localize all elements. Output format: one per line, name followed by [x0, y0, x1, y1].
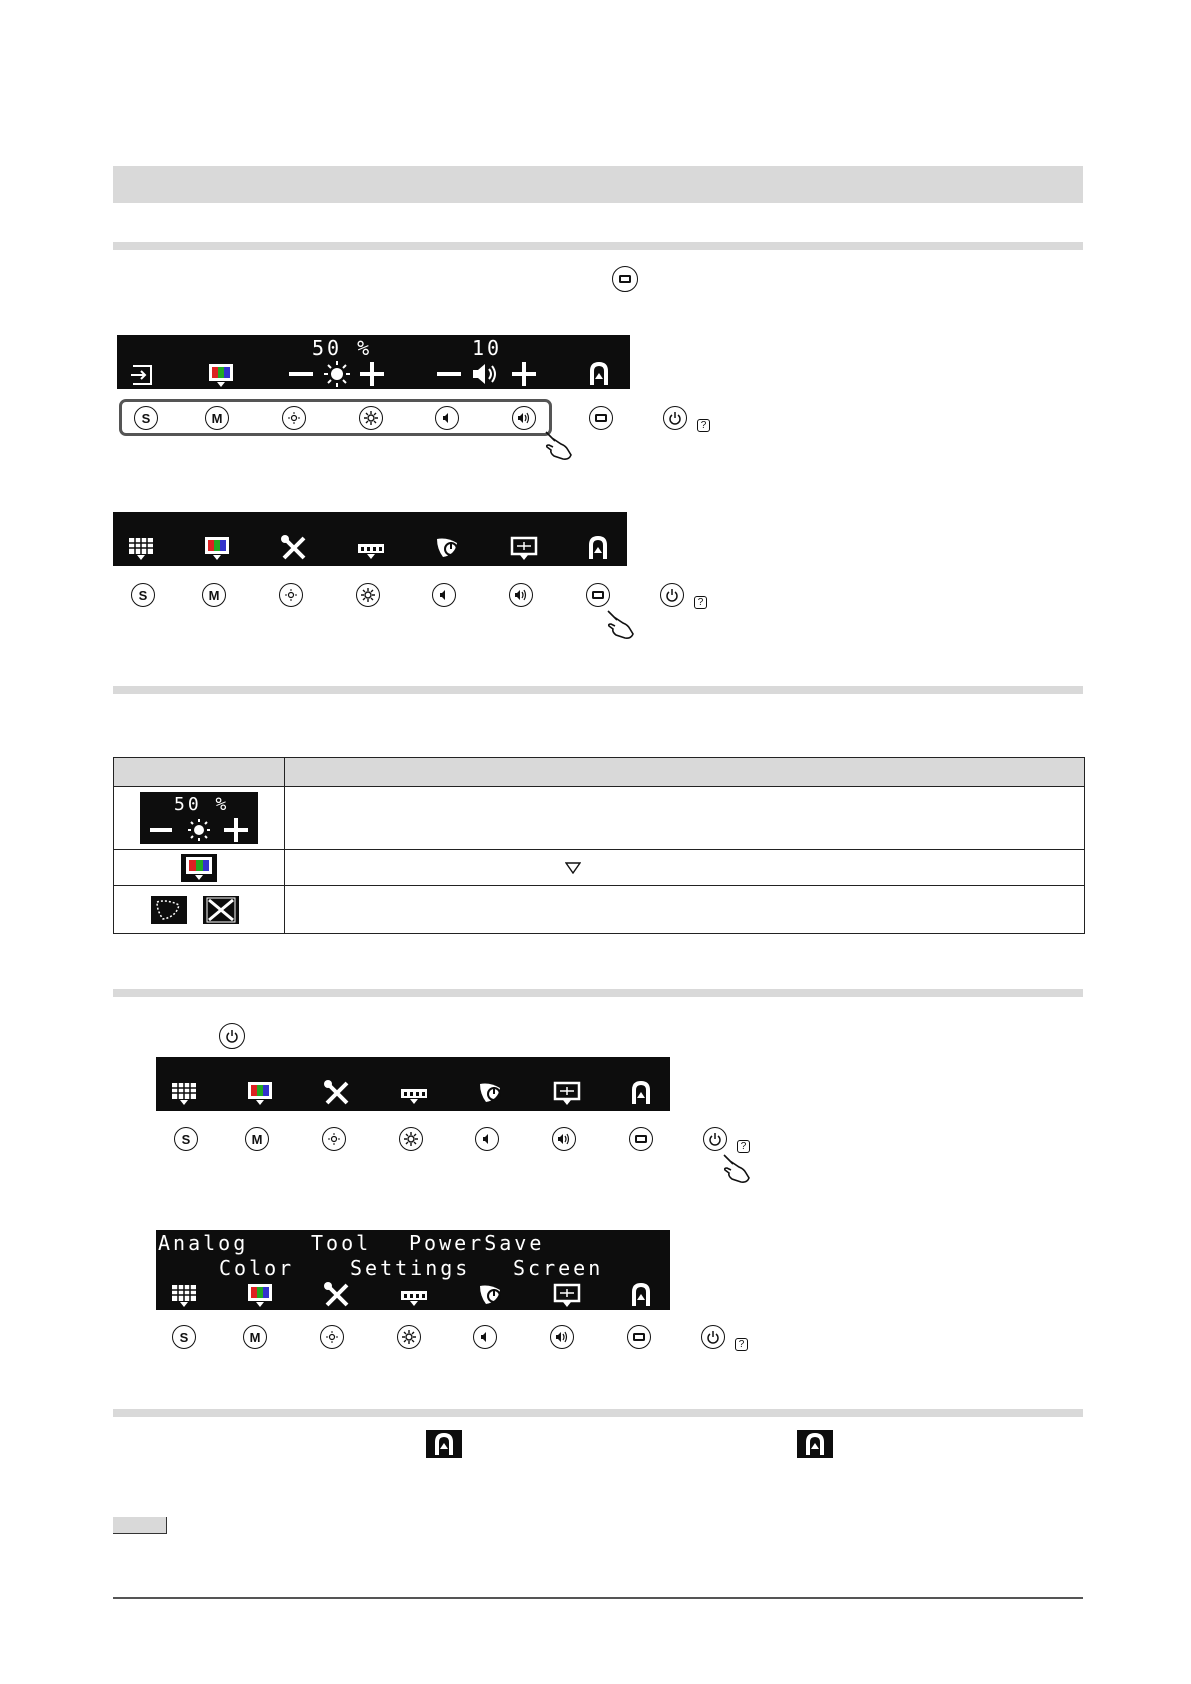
input-icon — [129, 360, 159, 390]
table-row — [114, 850, 1085, 886]
osd-brightness-volume — [117, 335, 630, 389]
volume-value: 10 — [472, 336, 503, 360]
volume-minus-icon — [435, 359, 465, 389]
analog-icon — [126, 533, 156, 563]
power-button[interactable] — [663, 406, 687, 430]
table-text-cell — [285, 886, 1085, 934]
screen-icon — [552, 1280, 582, 1310]
enter-button[interactable] — [627, 1325, 651, 1349]
powersave-icon — [476, 1078, 506, 1108]
tool-icon — [322, 1280, 352, 1310]
section-divider — [113, 1409, 1083, 1417]
tool-icon — [279, 533, 309, 563]
menu-label-tool: Tool — [311, 1231, 372, 1255]
menu-label-powersave: PowerSave — [409, 1231, 545, 1255]
brightness-up-button[interactable] — [359, 406, 383, 430]
table-icon-cell — [114, 850, 285, 886]
color-icon — [245, 1078, 275, 1108]
volume-plus-icon — [509, 359, 539, 389]
help-icon: ? — [737, 1140, 750, 1153]
enter-button[interactable] — [586, 583, 610, 607]
volume-up-button[interactable] — [509, 583, 533, 607]
osd-icon-table — [113, 757, 1085, 934]
screen-icon — [552, 1078, 582, 1108]
return-icon — [626, 1078, 656, 1108]
power-button[interactable] — [660, 583, 684, 607]
table-text-cell — [285, 787, 1085, 850]
osd-main-menu-1 — [113, 512, 627, 566]
help-icon: ? — [697, 419, 710, 432]
screen-icon — [509, 533, 539, 563]
enter-button[interactable] — [629, 1127, 653, 1151]
m-button[interactable]: M — [202, 583, 226, 607]
analog-icon — [169, 1078, 199, 1108]
powersave-icon — [433, 533, 463, 563]
table-header-cell — [285, 758, 1085, 787]
help-icon: ? — [735, 1338, 748, 1351]
menu-label-analog: Analog — [158, 1231, 249, 1255]
settings-icon — [399, 1280, 429, 1310]
volume-up-button[interactable] — [552, 1127, 576, 1151]
tool-icon — [322, 1078, 352, 1108]
table-header-row — [114, 758, 1085, 787]
s-button[interactable]: S — [131, 583, 155, 607]
powersave-icon — [476, 1280, 506, 1310]
table-icon-cell — [114, 886, 285, 934]
s-button[interactable]: S — [172, 1325, 196, 1349]
menu-label-color: Color — [219, 1256, 295, 1280]
section-divider — [113, 242, 1083, 250]
volume-down-button[interactable] — [432, 583, 456, 607]
help-icon: ? — [694, 596, 707, 609]
power-button[interactable] — [701, 1325, 725, 1349]
brightness-up-button[interactable] — [356, 583, 380, 607]
brightness-up-button[interactable] — [397, 1325, 421, 1349]
m-button[interactable]: M — [245, 1127, 269, 1151]
brightness-value: 50 % — [312, 336, 373, 360]
note-tag — [113, 1517, 167, 1534]
section-divider — [113, 686, 1083, 694]
osd-main-menu-2 — [156, 1057, 670, 1111]
brightness-plus-icon — [357, 359, 387, 389]
table-row — [114, 886, 1085, 934]
return-icon — [583, 533, 613, 563]
m-button[interactable]: M — [205, 406, 229, 430]
volume-down-button[interactable] — [475, 1127, 499, 1151]
volume-down-button[interactable] — [473, 1325, 497, 1349]
enter-button-icon — [612, 266, 638, 292]
volume-down-button[interactable] — [435, 406, 459, 430]
s-button[interactable]: S — [134, 406, 158, 430]
pointing-hand-icon — [720, 1151, 754, 1185]
brightness-down-button[interactable] — [279, 583, 303, 607]
return-icon — [626, 1280, 656, 1310]
return-icon — [584, 359, 614, 389]
color-icon — [245, 1280, 275, 1310]
analog-icon — [169, 1280, 199, 1310]
button-group-highlight — [119, 399, 552, 436]
disabled-menu-icons — [151, 896, 247, 924]
settings-icon — [399, 1078, 429, 1108]
triangle-down-icon — [565, 862, 581, 874]
s-button[interactable]: S — [174, 1127, 198, 1151]
menu-label-screen: Screen — [513, 1256, 604, 1280]
power-button[interactable] — [703, 1127, 727, 1151]
color-menu-icon — [181, 854, 217, 882]
enter-button[interactable] — [589, 406, 613, 430]
menu-label-settings: Settings — [350, 1256, 471, 1280]
footer-divider — [113, 1597, 1083, 1599]
brightness-up-button[interactable] — [399, 1127, 423, 1151]
pointing-hand-icon — [604, 607, 638, 641]
section-divider — [113, 989, 1083, 997]
return-icon — [426, 1430, 462, 1458]
brightness-down-button[interactable] — [320, 1325, 344, 1349]
brightness-slider-icon — [140, 792, 258, 844]
osd-main-menu-labeled — [156, 1230, 670, 1310]
table-text-cell — [285, 850, 1085, 886]
power-button-icon — [219, 1023, 245, 1049]
volume-icon — [469, 359, 499, 389]
pointing-hand-icon — [542, 428, 576, 462]
table-row — [114, 787, 1085, 850]
brightness-icon — [322, 359, 352, 389]
table-header-cell — [114, 758, 285, 787]
color-icon — [202, 533, 232, 563]
volume-up-button[interactable] — [550, 1325, 574, 1349]
brightness-minus-icon — [287, 359, 317, 389]
table-icon-cell — [114, 787, 285, 850]
brightness-down-button[interactable] — [322, 1127, 346, 1151]
brightness-down-button[interactable] — [282, 406, 306, 430]
brightness-value: 50 % — [174, 794, 230, 815]
settings-icon — [356, 533, 386, 563]
m-button[interactable]: M — [243, 1325, 267, 1349]
volume-up-button[interactable] — [512, 406, 536, 430]
section-title-band — [113, 166, 1083, 203]
color-icon — [206, 360, 236, 390]
return-icon — [797, 1430, 833, 1458]
